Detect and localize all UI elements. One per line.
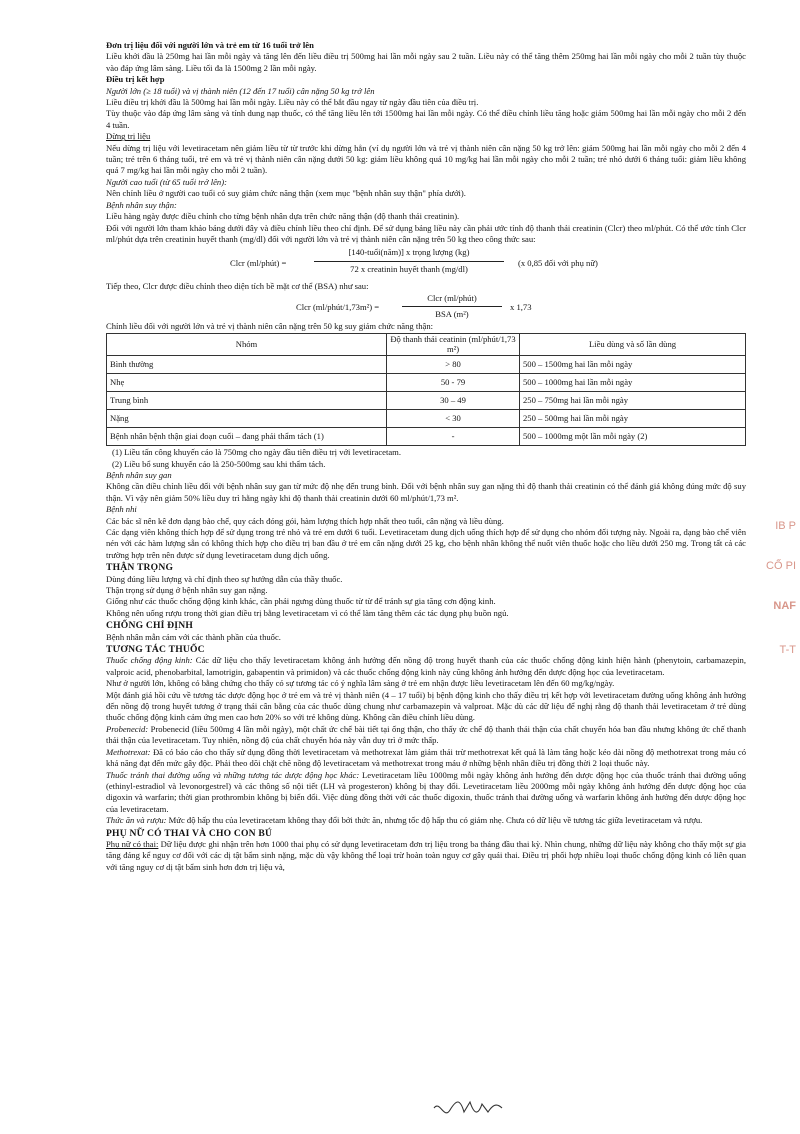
section-heading-interactions: TƯƠNG TÁC THUỐC (106, 644, 205, 656)
table-cell: 250 – 500mg hai lần mỗi ngày (520, 410, 746, 428)
subheading-renal: Bệnh nhân suy thận: (106, 199, 177, 210)
inline-text: Probenecid (liều 500mg 4 lần mỗi ngày), một chất ức chế bài tiết tại ống thận, cho thấy ức chế độ thanh thải thận của chất chuyển hóa ban đầu nhưng không ức chế thanh thải thận của levetiracetam. Tuy nhiên, nồng độ của chất chuyển hóa này vẫn duy trì ở mức thấp. (106, 723, 746, 746)
table-cell: Trung bình (107, 392, 387, 410)
table-cell: Nhẹ (107, 374, 387, 392)
table-cell: - (387, 428, 520, 446)
inline-lead: Thuốc chống động kinh: (106, 655, 193, 666)
paragraph: Liều khởi đầu là 250mg hai lần mỗi ngày và tăng lên đến liều điều trị 500mg hai lần mỗi ngày sau 2 tuần. Liều này có thể tăng thêm 250mg hai lần mỗi ngày cho mỗi 2 tuần tùy thuộc vào đáp ứng lâm sàng. Liều tối đa là 1500mg 2 lần mỗi ngày. (106, 51, 746, 73)
subheading-elderly: Người cao tuổi (từ 65 tuổi trở lên): (106, 176, 227, 187)
subheading-stop-therapy: Dừng trị liệu (106, 131, 151, 142)
table-cell: 500 – 1500mg hai lần mỗi ngày (520, 356, 746, 374)
table-cell: < 30 (387, 410, 520, 428)
formula-lhs: Clcr (ml/phút) = (230, 258, 287, 269)
inline-text: Đã có báo cáo cho thấy sử dụng đồng thời levetiracetam và methotrexat làm giảm thải trừ methotrexat kết quả là làm tăng hoặc kéo dài nồng độ methotrexat trong máu có khả năng đạt đến mức gây độc. Phải theo dõi chặt chẽ nồng độ levetiracetam và methotrexat trong máu ở những bệnh nhân điều trị đồng thời 2 loại thuốc này. (106, 746, 746, 769)
inline-lead: Phụ nữ có thai: (106, 838, 159, 849)
paragraph (106, 815, 746, 826)
paragraph (106, 747, 746, 770)
document-body (106, 40, 746, 873)
table-cell: > 80 (387, 356, 520, 374)
paragraph: Giống như các thuốc chống động kinh khác, cần phải ngưng dùng thuốc từ từ để tránh sự gia tăng cơn động kinh. (106, 596, 496, 607)
table-header-cell: Liều dùng và số lần dùng (520, 334, 746, 356)
table-footnote: (2) Liều bổ sung khuyến cáo là 250-500mg sau khi thẩm tách. (112, 458, 326, 469)
formula-rhs: (x 0,85 đối với phụ nữ) (518, 258, 598, 269)
paragraph: Tùy thuộc vào đáp ứng lâm sàng và tính dung nạp thuốc, có thể tăng liều lên tới 1500mg hai lần mỗi ngày. Có thể điều chỉnh liều tăng hoặc giảm 500mg hai lần mỗi ngày cho mỗi 2 đến 4 tuần. (106, 108, 746, 130)
table-row (107, 392, 746, 410)
paragraph: Không cần điều chỉnh liều đối với bệnh nhân suy gan từ mức độ nhẹ đến trung bình. Đối với bệnh nhân suy gan nặng thì độ thanh thải creatinin có thể đánh giá không đúng mức độ suy thận. Vì vậy nên giảm 50% liều duy trì hằng ngày khi độ thanh thải creatinin dưới 60 ml/phút/1,73 m². (106, 481, 746, 503)
paragraph (106, 839, 746, 873)
subheading-children: Bệnh nhi (106, 504, 137, 515)
formula-denominator: 72 x creatinin huyết thanh (mg/dl) (350, 263, 468, 274)
paragraph: Dùng đúng liều lượng và chỉ định theo sự hướng dẫn của thầy thuốc. (106, 573, 343, 584)
inline-lead: Thuốc tránh thai đường uống và những tương tác dược động học khác: (106, 769, 360, 780)
inline-lead: Thức ăn và rượu: (106, 815, 167, 826)
section-heading-pregnancy: PHỤ NỮ CÓ THAI VÀ CHO CON BÚ (106, 827, 273, 839)
paragraph: Nên chỉnh liều ở người cao tuổi có suy giảm chức năng thận (xem mục "bệnh nhân suy thận" phía dưới). (106, 188, 466, 199)
section-heading-monotherapy: Đơn trị liệu đối với người lớn và trẻ em từ 16 tuổi trở lên (106, 40, 314, 50)
formula-fraction (314, 247, 504, 275)
paragraph: Đối với người lớn tham khảo bảng dưới đây và điều chỉnh liều theo chỉ định. Để sử dụng bảng liều này cần phải ước tính độ thanh thải creatinin (Clcr) theo ml/phút. Có thể ước tính Clcr ml/phút dựa trên creatinin huyết thanh (mg/dl) đối với người lớn và trẻ vị thành niên cân nặng trên 50 kg theo công thức sau: (106, 222, 746, 244)
edge-mark: IB P (775, 520, 796, 532)
formula-rhs: x 1,73 (510, 301, 532, 312)
table-cell: Bệnh nhân bệnh thận giai đoạn cuối – đang phải thẩm tách (1) (107, 428, 387, 446)
paragraph (106, 770, 746, 816)
paragraph (106, 724, 746, 747)
section-heading-combination: Điều trị kết hợp (106, 74, 165, 85)
table-header-row (107, 334, 746, 356)
edge-mark: CỐ PI (766, 560, 796, 572)
subheading-liver: Bệnh nhân suy gan (106, 469, 172, 480)
formula-denominator: BSA (m²) (435, 309, 469, 320)
clcr-bsa-formula (106, 293, 746, 321)
table-cell: 500 – 1000mg một lần mỗi ngày (2) (520, 428, 746, 446)
table-header-cell: Nhóm (107, 334, 387, 356)
edge-mark: NAF (773, 600, 796, 612)
fraction-bar (314, 261, 504, 262)
paragraph: Các dạng viên không thích hợp để sử dụng trong trẻ nhỏ và trẻ em dưới 6 tuổi. Levetiracetam dung dịch uống thích hợp để sử dụng cho nhóm đối tượng này. Ngoài ra, dạng bào chế viên nén với các hàm lượng sẵn có không thích hợp cho điều trị ban đầu ở trẻ em cân nặng dưới 25 kg, cho bệnh nhân không thể nuốt viên thuốc hoặc cho liều dưới 250 mg. Trong tất cả các trường hợp trên nên được sử dụng levetiracetam dung dịch uống. (106, 526, 746, 560)
paragraph: Thận trọng sử dụng ở bệnh nhân suy gan nặng. (106, 585, 268, 595)
table-footnote: (1) Liều tấn công khuyến cáo là 750mg cho ngày đầu tiên điều trị với levetiracetam. (112, 447, 401, 458)
table-cell: 250 – 750mg hai lần mỗi ngày (520, 392, 746, 410)
table-caption: Chỉnh liều đối với người lớn và trẻ vị thành niên cân nặng trên 50 kg suy giảm chức năng thận: (106, 320, 434, 331)
table-row (107, 374, 746, 392)
formula-numerator: Clcr (ml/phút) (427, 292, 477, 303)
paragraph (106, 655, 746, 678)
table-cell: 50 - 79 (387, 374, 520, 392)
section-heading-caution: THẬN TRỌNG (106, 562, 174, 574)
paragraph: Một đánh giá hồi cứu về tương tác dược động học ở trẻ em và trẻ vị thành niên (4 – 17 tuổi) bị bệnh động kinh cho thấy điều trị kết hợp với levetiracetam đường uống không ảnh hưởng đến nồng độ trong huyết tương ở trạng thái cân bằng của các thuốc dùng chung như carbamazepin và valproat. Mặc dù các dữ liệu để nghị rằng độ thanh thải levetiracetam ở trẻ dùng thuốc chống động kinh cảm ứng men cao hơn 20% so với trẻ không dùng. Không cần điều chỉnh liều dùng. (106, 689, 746, 723)
formula-numerator: [140-tuổi(năm)] x trọng lượng (kg) (348, 247, 470, 258)
table-row (107, 356, 746, 374)
paragraph: Không nên uống rượu trong thời gian điều trị bằng levetiracetam vì có thể làm tăng thêm các tác dụng phụ buồn ngủ. (106, 607, 509, 618)
renal-dose-table (106, 333, 746, 446)
handwritten-signature (430, 1090, 510, 1130)
table-header-cell: Độ thanh thải ceatinin (ml/phút/1,73 m²) (387, 334, 520, 356)
inline-text: Dữ liệu được ghi nhận trên hơn 1000 thai phụ có sử dụng levetiracetam đơn trị liệu trong ba tháng đầu thai kỳ. Nhìn chung, những dữ liệu này không cho thấy một sự gia tăng đáng kể nguy cơ đối với các dị tật bẩm sinh nặng, mặc dù vậy không thể loại trừ hoàn toàn nguy cơ gây quái thai. Điều trị phối hợp nhiều loại thuốc chống động kinh có liên quan với tăng nguy cơ dị tật bẩm sinh hơn đơn trị liệu và, (106, 838, 746, 872)
table-cell: Bình thường (107, 356, 387, 374)
paragraph: Bệnh nhân mẫn cảm với các thành phần của thuốc. (106, 631, 281, 642)
table-cell: Nặng (107, 410, 387, 428)
subheading: Người lớn (≥ 18 tuổi) và vị thành niên (12 đến 17 tuổi) cân nặng 50 kg trở lên (106, 85, 375, 96)
edge-stamp-marks (760, 520, 800, 670)
formula-lhs: Clcr (ml/phút/1,73m²) = (296, 301, 380, 312)
section-heading-contraindications: CHỐNG CHỈ ĐỊNH (106, 620, 194, 632)
formula-fraction (402, 293, 502, 321)
paragraph: Tiếp theo, Clcr được điều chỉnh theo diện tích bề mặt cơ thể (BSA) như sau: (106, 281, 369, 292)
paragraph: Các bác sĩ nên kê đơn dạng bào chế, quy cách đóng gói, hàm lượng thích hợp nhất theo tuổi, cân nặng và liều dùng. (106, 515, 504, 526)
table-row (107, 410, 746, 428)
paragraph: Nếu dừng trị liệu với levetiracetam nên giảm liều từ từ trước khi dừng hẳn (ví dụ người lớn và trẻ vị thành niên cân nặng 50 kg trở lên: giảm 500mg hai lần mỗi ngày cho mỗi 2 đến 4 tuần; trẻ trên 6 tháng tuổi, trẻ em và trẻ vị thành niên cân nặng dưới 50 kg: giảm liều không quá 10 mg/kg hai lần mỗi ngày cho mỗi 2 tuần; trẻ nhỏ dưới 6 tháng tuổi: giảm liều không quá 7 mg/kg hai lần mỗi ngày cho mỗi 2 tuần). (106, 142, 746, 176)
fraction-bar (402, 306, 502, 307)
inline-text: Các dữ liệu cho thấy levetiracetam không ảnh hưởng đến nồng độ trong huyết thanh của các thuốc chống động kinh hiện hành (phenytoin, carbamazepin, valproic acid, phenobarbital, lamotrigin, gabapentin và primidon) và các thuốc chống động kinh này cũng không ảnh hưởng đến dược động học của levetiracetam. (106, 655, 746, 677)
table-cell: 500 – 1000mg hai lần mỗi ngày (520, 374, 746, 392)
inline-lead: Probenecid: (106, 723, 149, 734)
paragraph: Liều điều trị khởi đầu là 500mg hai lần mỗi ngày. Liều này có thể bắt đầu ngay từ ngày đầu tiên của điều trị. (106, 97, 479, 108)
edge-mark: T-T (779, 644, 796, 656)
table-cell: 30 – 49 (387, 392, 520, 410)
inline-text: Levetiracetam liều 1000mg mỗi ngày không ảnh hưởng đến dược động học của thuốc tránh thai đường uống (ethinyl-estradiol và levonorgestrel) và các thông số nội tiết (LH và progesteron) không bị thay đổi. Levetiracetam liều 2000mg mỗi ngày không ảnh hưởng đến dược động học của digoxin và warfarin; thời gian prothrombin không bị biến đổi. Việc dùng đồng thời với các thuốc digoxin, thuốc tránh thai đường uống và warfarin không ảnh hưởng đến dược động học của levetiracetam. (106, 769, 746, 814)
inline-lead: Methotrexat: (106, 746, 151, 757)
table-row (107, 428, 746, 446)
inline-text: Mức độ hấp thu của levetiracetam không thay đổi bởi thức ăn, nhưng tốc độ hấp thu có giảm nhẹ. Chưa có dữ liệu về tương tác giữa levetiracetam và rượu. (166, 815, 703, 826)
paragraph: Liều hàng ngày được điều chỉnh cho từng bệnh nhân dựa trên chức năng thận (độ thanh thải creatinin). (106, 211, 460, 222)
paragraph: Như ở người lớn, không có bằng chứng cho thấy có sự tương tác có ý nghĩa lâm sàng ở trẻ em nhận được liều levetiracetam lên đến 60 mg/kg/ngày. (106, 678, 615, 689)
clcr-formula (106, 245, 746, 281)
